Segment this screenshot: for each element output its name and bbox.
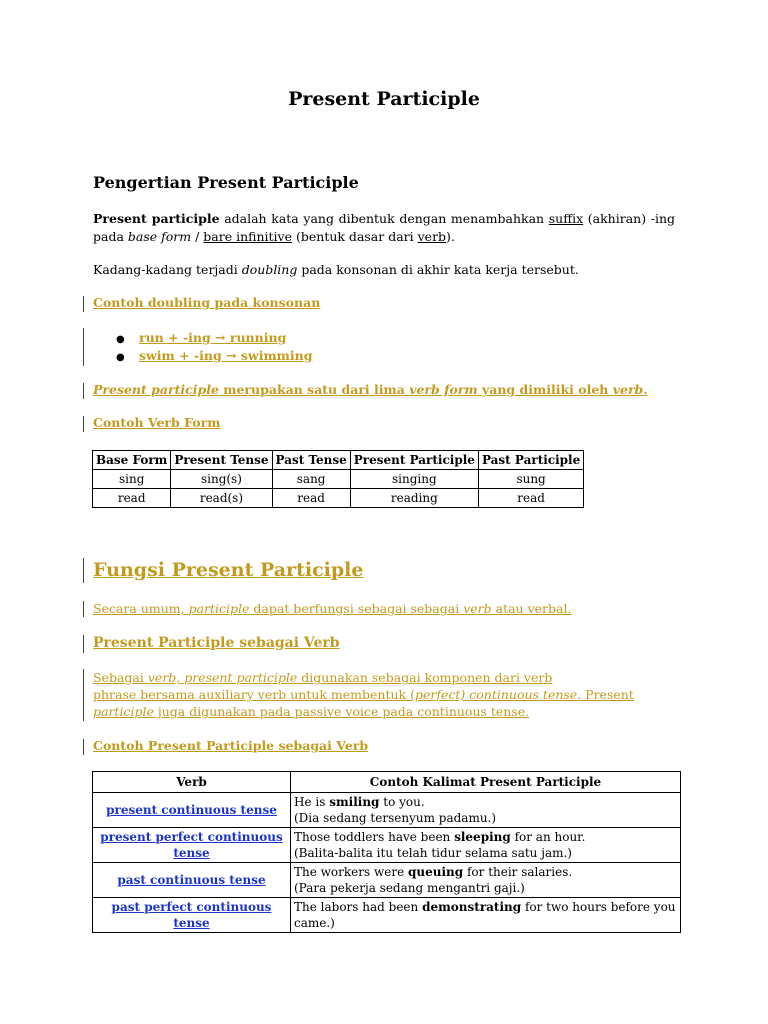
table-row bbox=[93, 898, 681, 933]
sub-paragraph[interactable]: Sebagai verb, present participle digunakan sebagai komponen dari verb phrase bersama auxiliary verb untuk membentuk (perfect) continuous tense. Present participle juga digunakan pada passive voice pada continuous tense. bbox=[93, 670, 634, 719]
list-item[interactable]: swim + -ing → swimming bbox=[139, 348, 313, 363]
verb-form-table bbox=[92, 450, 584, 508]
table-header: Present Tense bbox=[171, 451, 272, 470]
table-cell: singing bbox=[350, 470, 478, 489]
change-bar bbox=[83, 383, 84, 399]
change-bar bbox=[83, 635, 84, 653]
example-cell: The workers were queuing for their salaries. (Para pekerja sedang mengantri gaji.) bbox=[291, 863, 681, 898]
bullet-icon: ● bbox=[116, 334, 125, 345]
section-heading-pengertian: Pengertian Present Participle bbox=[93, 173, 359, 192]
table-row bbox=[93, 489, 584, 508]
table-header: Verb bbox=[93, 772, 291, 793]
verb-form-heading[interactable]: Contoh Verb Form bbox=[93, 415, 221, 430]
example-cell: Those toddlers have been sleeping for an hour. (Balita-balita itu telah tidur selama satu jam.) bbox=[291, 828, 681, 863]
list-item[interactable]: run + -ing → running bbox=[139, 330, 287, 345]
bullet-icon: ● bbox=[116, 352, 125, 363]
table-cell: read bbox=[478, 489, 583, 508]
table-row bbox=[93, 828, 681, 863]
fungsi-intro[interactable]: Secara umum, participle dapat berfungsi sebagai sebagai verb atau verbal. bbox=[93, 601, 572, 616]
example-heading[interactable]: Contoh Present Participle sebagai Verb bbox=[93, 738, 369, 753]
bare-infinitive-link[interactable]: bare infinitive bbox=[203, 229, 293, 244]
change-bar bbox=[83, 558, 84, 583]
table-row bbox=[93, 793, 681, 828]
table-header: Base Form bbox=[93, 451, 171, 470]
verb-link[interactable]: past continuous tense bbox=[93, 863, 291, 898]
change-bar bbox=[83, 296, 84, 312]
verb-link[interactable]: verb bbox=[417, 229, 447, 244]
table-cell: reading bbox=[350, 489, 478, 508]
doubling-paragraph: Kadang-kadang terjadi doubling pada konsonan di akhir kata kerja tersebut. bbox=[93, 262, 579, 277]
change-bar bbox=[83, 601, 84, 617]
verb-link[interactable]: past perfect continuous tense bbox=[93, 898, 291, 933]
table-cell: sang bbox=[272, 470, 350, 489]
table-row bbox=[93, 863, 681, 898]
table-header: Present Participle bbox=[350, 451, 478, 470]
change-bar bbox=[83, 739, 84, 755]
table-row bbox=[93, 470, 584, 489]
table-cell: sung bbox=[478, 470, 583, 489]
example-table bbox=[92, 771, 681, 933]
verb-link[interactable]: present perfect continuous tense bbox=[93, 828, 291, 863]
change-bar bbox=[83, 416, 84, 432]
table-header: Past Tense bbox=[272, 451, 350, 470]
table-cell: sing(s) bbox=[171, 470, 272, 489]
section-heading-fungsi[interactable]: Fungsi Present Participle bbox=[93, 559, 364, 581]
page-title: Present Participle bbox=[288, 88, 480, 110]
change-bar bbox=[83, 669, 84, 721]
table-cell: sing bbox=[93, 470, 171, 489]
definition-paragraph: Present participle adalah kata yang dibentuk dengan menambahkan suffix (akhiran) -ing pada base form / bare infinitive (bentuk dasar dari verb). bbox=[93, 211, 675, 244]
table-header: Contoh Kalimat Present Participle bbox=[291, 772, 681, 793]
verb-link[interactable]: present continuous tense bbox=[93, 793, 291, 828]
sub-heading-verb[interactable]: Present Participle sebagai Verb bbox=[93, 635, 340, 651]
example-cell: He is smiling to you. (Dia sedang tersenyum padamu.) bbox=[291, 793, 681, 828]
term-present-participle: Present participle bbox=[93, 211, 220, 226]
table-header: Past Participle bbox=[478, 451, 583, 470]
table-header-row bbox=[93, 451, 584, 470]
table-cell: read bbox=[272, 489, 350, 508]
table-cell: read(s) bbox=[171, 489, 272, 508]
table-cell: read bbox=[93, 489, 171, 508]
doubling-heading[interactable]: Contoh doubling pada konsonan bbox=[93, 295, 321, 310]
table-header-row bbox=[93, 772, 681, 793]
example-cell: The labors had been demonstrating for two hours before you came.) bbox=[291, 898, 681, 933]
suffix-link[interactable]: suffix bbox=[548, 211, 584, 226]
change-bar bbox=[83, 328, 84, 366]
verb-form-note[interactable]: Present participle merupakan satu dari lima verb form yang dimiliki oleh verb. bbox=[93, 382, 648, 397]
